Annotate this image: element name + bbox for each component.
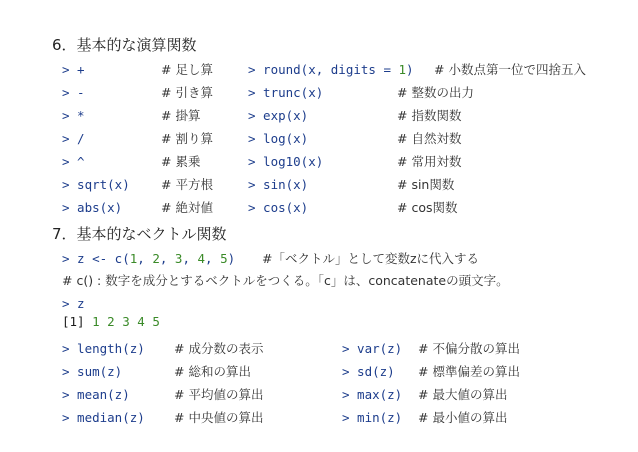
code-left: > abs(x) [62,200,123,215]
code-left: > + [62,62,85,77]
comment-right: # 常用対数 [397,154,462,169]
echo-command: > z [62,296,85,311]
code-left: > median(z) [62,410,145,425]
code-left: > sqrt(x) [62,177,130,192]
comment-right: # cos関数 [397,200,458,215]
code-prefix: > z <- c( [62,251,130,266]
comment-right: # 最小値の算出 [418,410,508,425]
code-left: > / [62,131,85,146]
code-left: > mean(z) [62,387,130,402]
section-7-heading: 7．基本的なベクトル関数 [52,225,227,243]
comment-left: # 掛算 [161,108,201,123]
code-right: > cos(x) [248,200,309,215]
code-left: > - [62,85,85,100]
code-right: > exp(x) [248,108,309,123]
number-literal: 5 [220,251,228,266]
vector-assign-line: > z <- c(1, 2, 3, 4, 5) [62,251,236,266]
comment-right: # 小数点第一位で四捨五入 [434,62,586,77]
assign-comment: #「ベクトル」として変数zに代入する [262,251,480,266]
code-right: > sd(z) [342,364,395,379]
comment-right: # 自然対数 [397,131,462,146]
output-values: 1 2 3 4 5 [92,314,160,329]
code-left: > length(z) [62,341,145,356]
comment-left: # 成分数の表示 [174,341,264,356]
number-literal: 2 [152,251,160,266]
comment-right: # 整数の出力 [397,85,474,100]
code-right: > var(z) [342,341,403,356]
comment-left: # 平方根 [161,177,213,192]
comment-left: # 足し算 [161,62,213,77]
echo-output: [1] 1 2 3 4 5 [62,314,160,329]
comment-left: # 中央値の算出 [174,410,264,425]
code-suffix: ) [227,251,236,266]
comment-left: # 累乗 [161,154,201,169]
code-right: > round(x, digits = 1) [248,62,414,77]
number-literal: 4 [197,251,206,266]
comment-right: # sin関数 [397,177,455,192]
section-6-heading: 6．基本的な演算関数 [52,36,197,54]
comment-left: # 総和の算出 [174,364,251,379]
comment-left: # 平均値の算出 [174,387,264,402]
code-right: > sin(x) [248,177,309,192]
number-literal: 1 [129,251,138,266]
number-literal: 1 [398,62,407,77]
comment-left: # 引き算 [161,85,213,100]
code-right: > trunc(x) [248,85,324,100]
code-right: > log(x) [248,131,309,146]
comment-left: # 割り算 [161,131,213,146]
concat-note: # c() : 数字を成分とするベクトルをつくる。「c」は、concatenateの頭文字。 [62,273,509,288]
code-right: > log10(x) [248,154,324,169]
comment-left: # 絶対値 [161,200,213,215]
comment-right: # 不偏分散の算出 [418,341,520,356]
comment-right: # 標準偏差の算出 [418,364,520,379]
code-left: > ^ [62,154,85,169]
code-left: > sum(z) [62,364,123,379]
comment-right: # 指数関数 [397,108,462,123]
code-right: > min(z) [342,410,403,425]
number-literal: 3 [174,251,183,266]
comment-right: # 最大値の算出 [418,387,508,402]
code-left: > * [62,108,85,123]
code-right: > max(z) [342,387,403,402]
